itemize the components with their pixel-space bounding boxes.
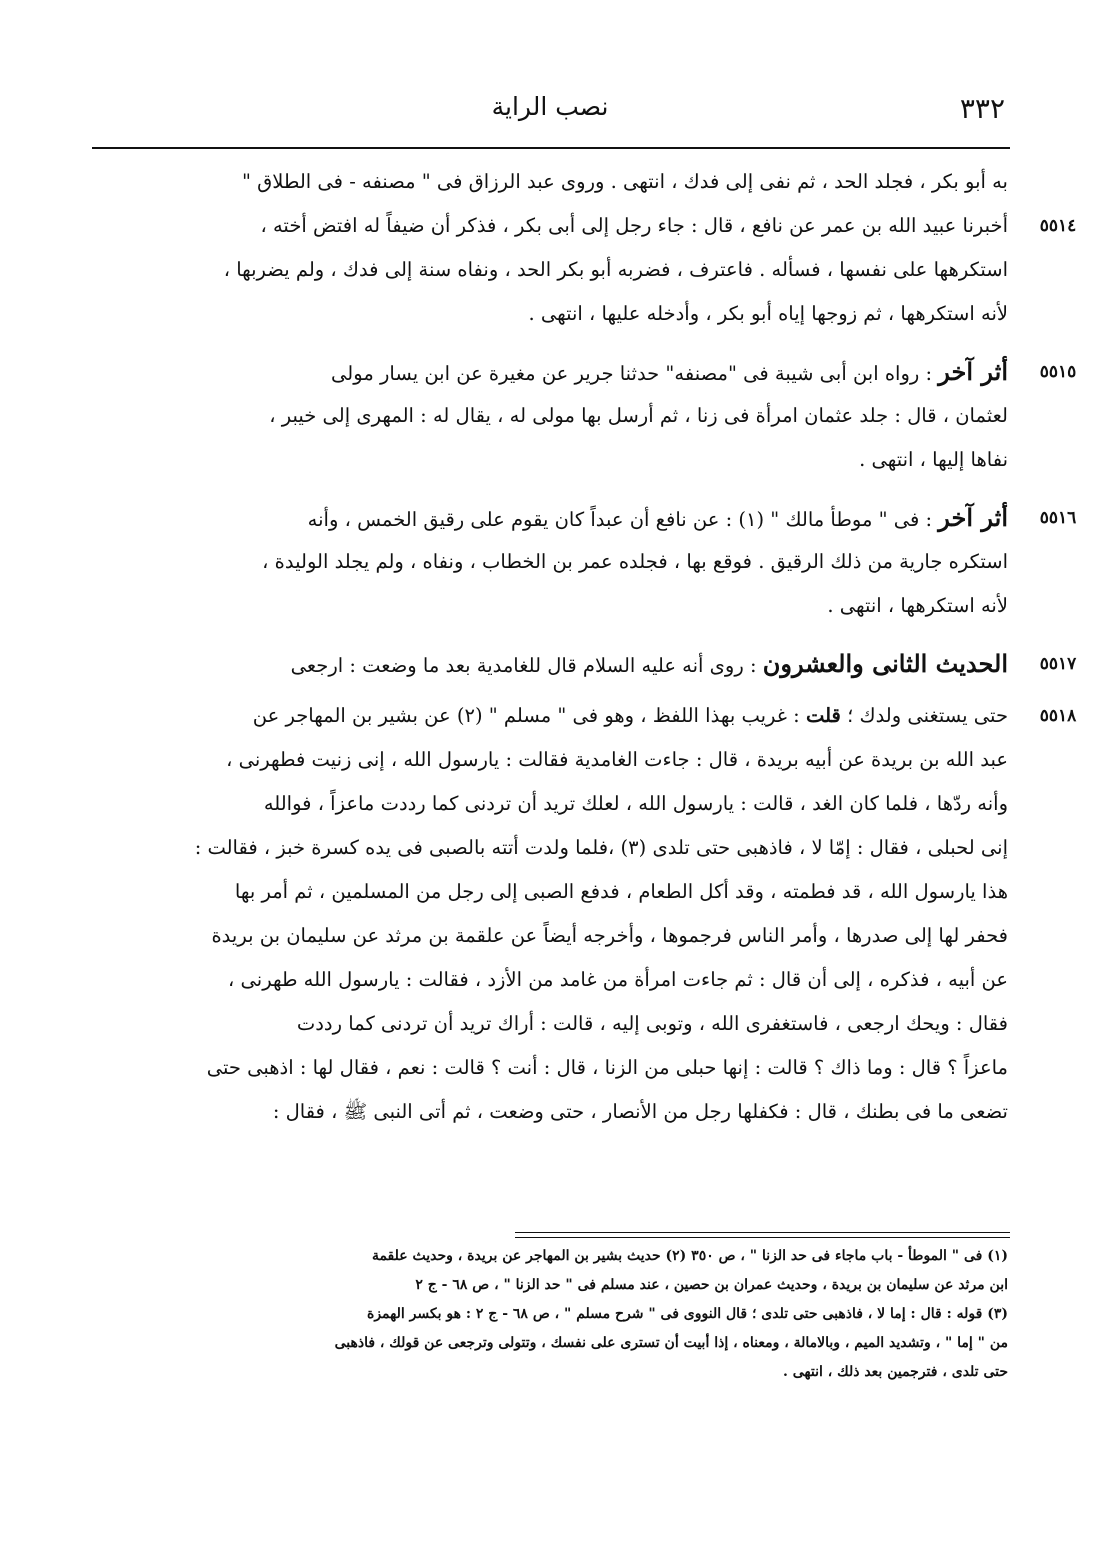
footnotes: [88, 1242, 1008, 1387]
text-line: لأنه استكرهها ، انتهى .: [827, 594, 1008, 617]
section-lead: الحديث الثانى والعشرون: [762, 649, 1008, 678]
text-line: تضعى ما فى بطنك ، قال : فكفلها رجل من الأنصار ، حتى وضعت ، ثم أتى النبى ﷺ ، فقال :: [272, 1100, 1008, 1123]
text-line: استكرهها على نفسها ، فسأله . فاعترف ، فضربه أبو بكر الحد ، ونفاه سنة إلى فدك ، ولم يضربها ،: [223, 258, 1008, 281]
running-title: نصب الراية: [491, 92, 609, 121]
entry-5518-line-1: [88, 694, 1077, 738]
spacer: [88, 336, 1008, 350]
text-line: به أبو بكر ، فجلد الحد ، ثم نفى إلى فدك ، انتهى . وروى عبد الرزاق فى " مصنفه - فى الطلاق ": [241, 170, 1008, 193]
text-line: فقال : ويحك ارجعى ، فاستغفرى الله ، وتوبى إليه ، قالت : أراك تريد أن تردنى كما رددت: [296, 1012, 1008, 1035]
footnote-line: ابن مرثد عن سليمان بن بريدة ، وحديث عمران بن حصين ، عند مسلم فى " حد الزنا " ، ص ٦٨ - ج ٢: [415, 1277, 1008, 1293]
header-rule: [92, 147, 1010, 149]
spacer: [88, 628, 1008, 642]
text-line: إنى لحبلى ، فقال : إمّا لا ، فاذهبى حتى تلدى (٣) ،فلما ولدت أتته بالصبى فى يده كسرة خبز ، فقالت :: [194, 836, 1008, 859]
text-span: : غريب بهذا اللفظ ، وهو فى " مسلم " (٢) عن بشير بن المهاجر عن: [252, 704, 800, 727]
text-line: عبد الله بن بريدة عن أبيه بريدة ، قال : جاءت الغامدية فقالت : يارسول الله ، إنى زنيت فطهرنى ،: [226, 748, 1008, 771]
entry-5514-line-1: [88, 204, 1077, 248]
text-span: : رواه ابن أبى شيبة فى "مصنفه" حدثنا جرير عن مغيرة عن ابن يسار مولى: [331, 362, 933, 385]
entry-number: ٥٥١٨: [1039, 706, 1077, 726]
footnote-line: حتى تلدى ، فترجمين بعد ذلك ، انتهى .: [783, 1364, 1008, 1380]
entry-5516-line-1: [88, 496, 1077, 540]
text-line: لأنه استكرهها ، ثم زوجها إياه أبو بكر ، وأدخله عليها ، انتهى .: [528, 302, 1008, 325]
text-line: ماعزاً ؟ قال : وما ذاك ؟ قالت : إنها حبلى من الزنا ، قال : أنت ؟ قالت : نعم ، فقال لها : اذهبى حتى: [206, 1056, 1008, 1079]
text-line: لعثمان ، قال : جلد عثمان امرأة فى زنا ، ثم أرسل بها مولى له ، يقال له : المهرى إلى خيبر ،: [269, 404, 1008, 427]
page-number: ٣٣٢: [959, 92, 1005, 125]
footnote-line: (١) فى " الموطأ - باب ماجاء فى حد الزنا " ، ص ٣٥٠ (٢) حديث بشير بن المهاجر عن بريدة ، وحديث علقمة: [371, 1248, 1008, 1264]
entry-number: ٥٥١٧: [1039, 654, 1077, 674]
spacer: [88, 482, 1008, 496]
text-line: استكره جارية من ذلك الرقيق . فوقع بها ، فجلده عمر بن الخطاب ، ونفاه ، ولم يجلد الوليدة ،: [262, 550, 1008, 573]
text-line: فحفر لها إلى صدرها ، وأمر الناس فرجموها ، وأخرجه أيضاً عن علقمة بن مرثد عن سليمان بن بريدة: [211, 924, 1008, 947]
entry-5515-line-1: [88, 350, 1077, 394]
page-header: [95, 92, 1005, 142]
qult-marker: قلت: [805, 704, 841, 727]
entry-number: ٥٥١٤: [1039, 216, 1077, 236]
footnote-rule: [515, 1232, 1010, 1238]
section-lead: أثر آخر: [938, 503, 1008, 532]
text-line: وأنه ردّها ، فلما كان الغد ، قالت : يارسول الله ، لعلك تريد أن تردنى كما رددت ماعزاً ، فوالله: [263, 792, 1008, 815]
spacer: [88, 686, 1008, 694]
footnote-line: من " إما " ، وتشديد الميم ، وبالامالة ، ومعناه ، إذا أبيت أن تسترى على نفسك ، وتتولى وترجعى عن قولك ، فاذهبى: [334, 1335, 1008, 1351]
text-line: عن أبيه ، فذكره ، إلى أن قال : ثم جاءت امرأة من غامد من الأزد ، فقالت : يارسول الله طهرنى ،: [228, 968, 1008, 991]
footnote-line: (٣) قوله : قال : إما لا ، فاذهبى حتى تلدى ؛ قال النووى فى " شرح مسلم " ، ص ٦٨ - ج ٢ : هو بكسر الهمزة: [367, 1306, 1008, 1322]
text-span: : روى أنه عليه السلام قال للغامدية بعد ما وضعت : ارجعى: [290, 654, 757, 677]
section-lead: أثر آخر: [938, 357, 1008, 386]
text-line: هذا يارسول الله ، قد فطمته ، وقد أكل الطعام ، فدفع الصبى إلى رجل من المسلمين ، ثم أمر بها: [234, 880, 1008, 903]
text-span: : فى " موطأ مالك " (١) : عن نافع أن عبداً كان يقوم على رقيق الخمس ، وأنه: [307, 508, 933, 531]
text-span: أخبرنا عبيد الله بن عمر عن نافع ، قال : جاء رجل إلى أبى بكر ، فذكر أن ضيفاً له افتض أخته ،: [260, 214, 1008, 237]
text-line: نفاها إليها ، انتهى .: [859, 448, 1008, 471]
main-text: [88, 160, 1077, 1134]
entry-number: ٥٥١٦: [1039, 508, 1077, 528]
entry-5517-line-1: [88, 642, 1077, 686]
entry-number: ٥٥١٥: [1039, 362, 1077, 382]
text-span: حتى يستغنى ولدك ؛: [847, 704, 1008, 727]
